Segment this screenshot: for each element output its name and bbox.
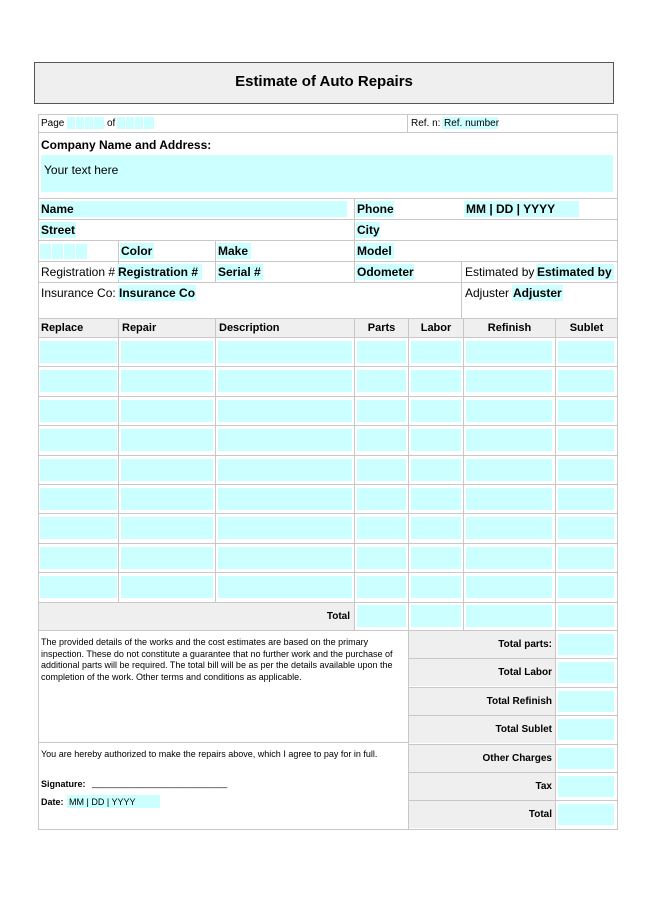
table-cell-refinish[interactable]	[466, 576, 552, 598]
table-cell-repair[interactable]	[121, 547, 213, 569]
table-cell-sublet[interactable]	[558, 576, 614, 598]
company-address-value: Your text here	[44, 163, 119, 177]
table-cell-refinish[interactable]	[466, 488, 552, 510]
table-cell-refinish[interactable]	[466, 459, 552, 481]
table-cell-replace[interactable]	[40, 517, 117, 539]
totals-value-field[interactable]	[558, 691, 614, 712]
table-cell-parts[interactable]	[357, 488, 406, 510]
table-cell-sublet[interactable]	[558, 341, 614, 363]
totals-label: Total	[528, 809, 552, 820]
table-cell-refinish[interactable]	[466, 400, 552, 422]
table-cell-refinish[interactable]	[466, 370, 552, 392]
city-label: City	[357, 223, 380, 237]
table-cell-repair[interactable]	[121, 429, 213, 451]
table-cell-parts[interactable]	[357, 370, 406, 392]
table-cell-repair[interactable]	[121, 400, 213, 422]
table-cell-labor[interactable]	[411, 370, 461, 392]
totals-label: Total Sublet	[495, 724, 552, 735]
totals-label: Total parts:	[498, 639, 552, 650]
serial-label: Serial #	[218, 265, 261, 279]
date-label: Date:	[41, 797, 64, 807]
terms-text: The provided details of the works and the cost estimates are based on the primary inspection. These do not constitute a guarantee that no further work and the purchase of additional parts will be required. The total bill will be as per the details available upon the completion of the work. Other terms and conditions as applicable.	[41, 637, 393, 682]
table-cell-repair[interactable]	[121, 488, 213, 510]
authorization-text: You are hereby authorized to make the repairs above, which I agree to pay for in full.	[41, 749, 378, 759]
ref-number-value: Ref. number	[444, 118, 500, 129]
table-cell-labor[interactable]	[411, 488, 461, 510]
table-cell-refinish[interactable]	[466, 517, 552, 539]
totals-value-field[interactable]	[558, 662, 614, 683]
table-cell-description[interactable]	[218, 488, 352, 510]
table-cell-replace[interactable]	[40, 370, 117, 392]
total-sublet-cell[interactable]	[558, 605, 614, 627]
total-row-label: Total	[326, 611, 350, 622]
table-cell-sublet[interactable]	[558, 370, 614, 392]
table-cell-labor[interactable]	[411, 459, 461, 481]
insurance-value: Insurance Co	[119, 286, 196, 300]
table-cell-description[interactable]	[218, 400, 352, 422]
signature-line[interactable]: ___________________________	[92, 778, 228, 788]
page-number-field[interactable]	[67, 117, 104, 129]
adjuster-value: Adjuster	[513, 286, 562, 300]
page-label: Page	[41, 118, 65, 129]
table-cell-sublet[interactable]	[558, 400, 614, 422]
phone-date-value: MM | DD | YYYY	[466, 202, 556, 216]
table-cell-sublet[interactable]	[558, 547, 614, 569]
table-cell-description[interactable]	[218, 517, 352, 539]
table-cell-repair[interactable]	[121, 576, 213, 598]
totals-label: Total Refinish	[486, 696, 552, 707]
header-refinish: Refinish	[487, 322, 532, 334]
table-cell-refinish[interactable]	[466, 547, 552, 569]
totals-value-field[interactable]	[558, 719, 614, 740]
table-cell-repair[interactable]	[121, 459, 213, 481]
registration-label: Registration #	[41, 265, 116, 279]
name-field[interactable]	[40, 201, 347, 217]
table-cell-replace[interactable]	[40, 400, 117, 422]
table-cell-repair[interactable]	[121, 517, 213, 539]
table-cell-description[interactable]	[218, 429, 352, 451]
totals-value-field[interactable]	[558, 748, 614, 769]
table-cell-replace[interactable]	[40, 459, 117, 481]
ref-label: Ref. n:	[411, 118, 441, 129]
table-cell-sublet[interactable]	[558, 488, 614, 510]
color-label: Color	[121, 244, 153, 258]
header-replace: Replace	[41, 322, 84, 334]
year-field[interactable]	[40, 244, 87, 259]
header-labor: Labor	[420, 322, 452, 334]
of-label: of	[107, 118, 116, 129]
table-cell-repair[interactable]	[121, 341, 213, 363]
insurance-label: Insurance Co:	[41, 286, 116, 300]
date-value: MM | DD | YYYY	[69, 797, 136, 807]
make-label: Make	[218, 244, 249, 258]
table-cell-parts[interactable]	[357, 517, 406, 539]
table-cell-labor[interactable]	[411, 547, 461, 569]
table-cell-description[interactable]	[218, 459, 352, 481]
table-cell-parts[interactable]	[357, 341, 406, 363]
header-sublet: Sublet	[569, 322, 604, 334]
table-cell-refinish[interactable]	[466, 341, 552, 363]
table-cell-labor[interactable]	[411, 429, 461, 451]
odometer-label: Odometer	[357, 265, 414, 279]
totals-value-field[interactable]	[558, 634, 614, 655]
totals-value-field[interactable]	[558, 776, 614, 797]
table-cell-sublet[interactable]	[558, 517, 614, 539]
table-cell-labor[interactable]	[411, 576, 461, 598]
table-cell-sublet[interactable]	[558, 459, 614, 481]
table-cell-parts[interactable]	[357, 429, 406, 451]
total-refinish-cell[interactable]	[466, 605, 552, 627]
table-cell-parts[interactable]	[357, 547, 406, 569]
registration-value: Registration #	[118, 265, 199, 279]
estimated-by-value: Estimated by	[537, 265, 612, 279]
totals-label: Other Charges	[482, 753, 552, 764]
company-label: Company Name and Address:	[41, 138, 212, 152]
header-parts: Parts	[367, 322, 396, 334]
header-repair: Repair	[122, 322, 157, 334]
table-cell-parts[interactable]	[357, 576, 406, 598]
table-cell-repair[interactable]	[121, 370, 213, 392]
table-cell-parts[interactable]	[357, 400, 406, 422]
totals-value-field[interactable]	[558, 804, 614, 825]
page-total-field[interactable]	[117, 117, 154, 129]
model-label: Model	[357, 244, 392, 258]
phone-label: Phone	[357, 202, 394, 216]
total-labor-cell[interactable]	[411, 605, 461, 627]
company-address-field[interactable]	[41, 155, 613, 192]
table-cell-replace[interactable]	[40, 488, 117, 510]
total-parts-cell[interactable]	[357, 605, 406, 627]
signature-label: Signature:	[41, 779, 86, 789]
table-cell-parts[interactable]	[357, 459, 406, 481]
table-cell-refinish[interactable]	[466, 429, 552, 451]
table-cell-replace[interactable]	[40, 576, 117, 598]
street-label: Street	[41, 223, 76, 237]
table-cell-labor[interactable]	[411, 341, 461, 363]
table-cell-labor[interactable]	[411, 517, 461, 539]
adjuster-label: Adjuster	[465, 286, 510, 300]
table-cell-description[interactable]	[218, 576, 352, 598]
table-cell-description[interactable]	[218, 341, 352, 363]
totals-label: Tax	[535, 781, 552, 792]
table-cell-replace[interactable]	[40, 429, 117, 451]
table-cell-labor[interactable]	[411, 400, 461, 422]
header-description: Description	[219, 322, 280, 334]
table-cell-replace[interactable]	[40, 341, 117, 363]
table-cell-sublet[interactable]	[558, 429, 614, 451]
estimated-by-label: Estimated by	[465, 265, 535, 279]
page-title: Estimate of Auto Repairs	[235, 73, 413, 90]
table-cell-replace[interactable]	[40, 547, 117, 569]
name-label: Name	[41, 202, 74, 216]
totals-label: Total Labor	[498, 667, 552, 678]
table-cell-description[interactable]	[218, 547, 352, 569]
table-cell-description[interactable]	[218, 370, 352, 392]
